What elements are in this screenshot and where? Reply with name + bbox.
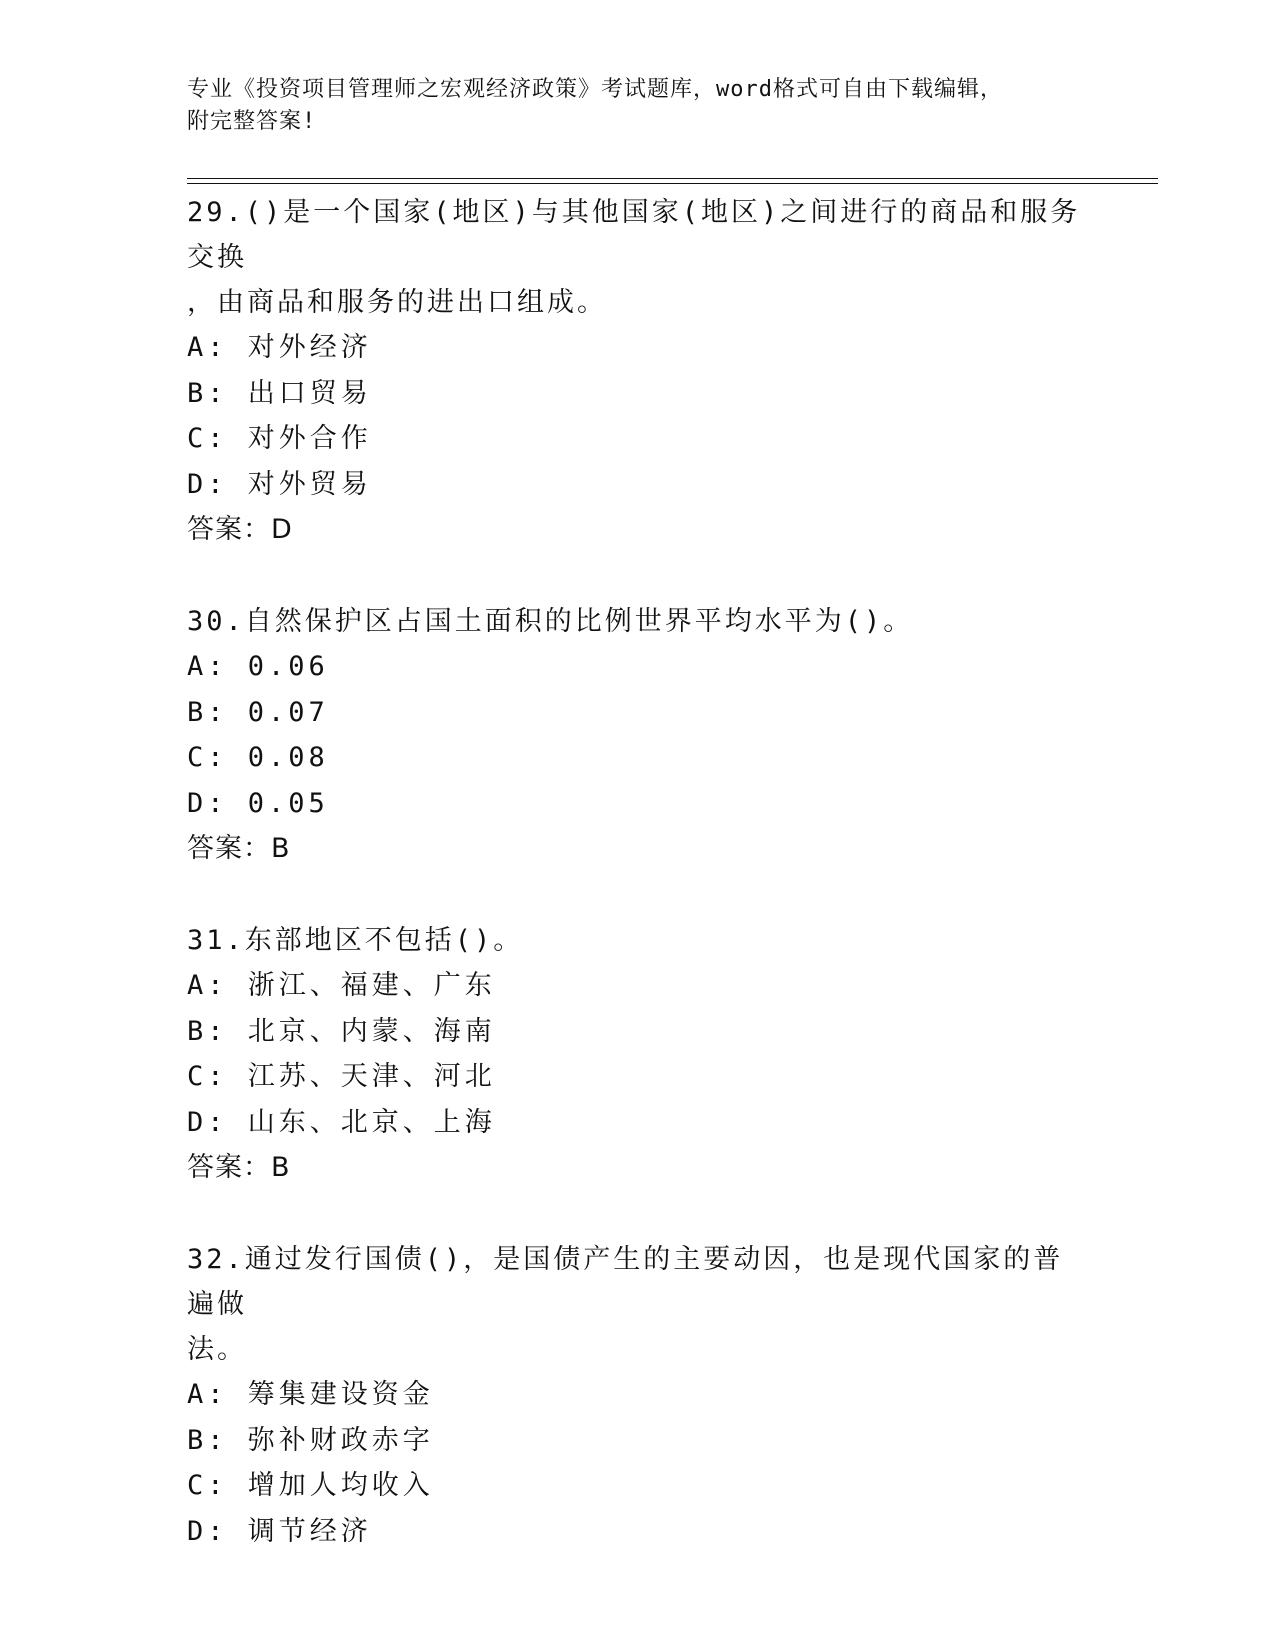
option-d: D: 山东、北京、上海 <box>187 1106 496 1138</box>
question-32 <box>187 1237 1087 1554</box>
question-stem-continued: 法。 <box>187 1334 247 1365</box>
question-30 <box>187 599 1087 871</box>
header-line-1: 专业《投资项目管理师之宏观经济政策》考试题库，word格式可自由下载编辑， <box>187 77 1003 102</box>
option-b: B: 弥补财政赤字 <box>187 1424 434 1456</box>
question-stem: 30.自然保护区占国土面积的比例世界平均水平为()。 <box>187 606 914 637</box>
option-d: D: 对外贸易 <box>187 468 372 500</box>
header-divider-top <box>187 178 1158 179</box>
question-list <box>187 190 1087 1554</box>
question-stem: 29.()是一个国家(地区)与其他国家(地区)之间进行的商品和服务交换 <box>187 197 1081 273</box>
answer-line: 答案：B <box>187 1152 291 1183</box>
option-b: B: 出口贸易 <box>187 377 372 409</box>
option-a: A: 0.06 <box>187 651 329 682</box>
document-header <box>187 74 1087 138</box>
question-29 <box>187 190 1087 552</box>
option-b: B: 0.07 <box>187 696 329 728</box>
option-d: D: 0.05 <box>187 787 329 819</box>
option-c: C: 江苏、天津、河北 <box>187 1061 496 1092</box>
answer-line: 答案：B <box>187 833 291 864</box>
header-line-2: 附完整答案! <box>187 109 317 134</box>
option-c: C: 对外合作 <box>187 423 372 454</box>
question-stem-continued: ，由商品和服务的进出口组成。 <box>187 287 607 318</box>
option-c: C: 0.08 <box>187 742 329 773</box>
option-a: A: 浙江、福建、广东 <box>187 970 496 1001</box>
option-d: D: 调节经济 <box>187 1515 372 1547</box>
option-a: A: 对外经济 <box>187 332 372 363</box>
option-b: B: 北京、内蒙、海南 <box>187 1015 496 1047</box>
question-31 <box>187 918 1087 1190</box>
question-stem: 31.东部地区不包括()。 <box>187 925 524 956</box>
question-stem: 32.通过发行国债()，是国债产生的主要动因，也是现代国家的普遍做 <box>187 1244 1064 1320</box>
option-a: A: 筹集建设资金 <box>187 1379 434 1410</box>
header-divider-bottom <box>187 183 1158 184</box>
option-c: C: 增加人均收入 <box>187 1470 434 1501</box>
answer-line: 答案：D <box>187 514 293 545</box>
